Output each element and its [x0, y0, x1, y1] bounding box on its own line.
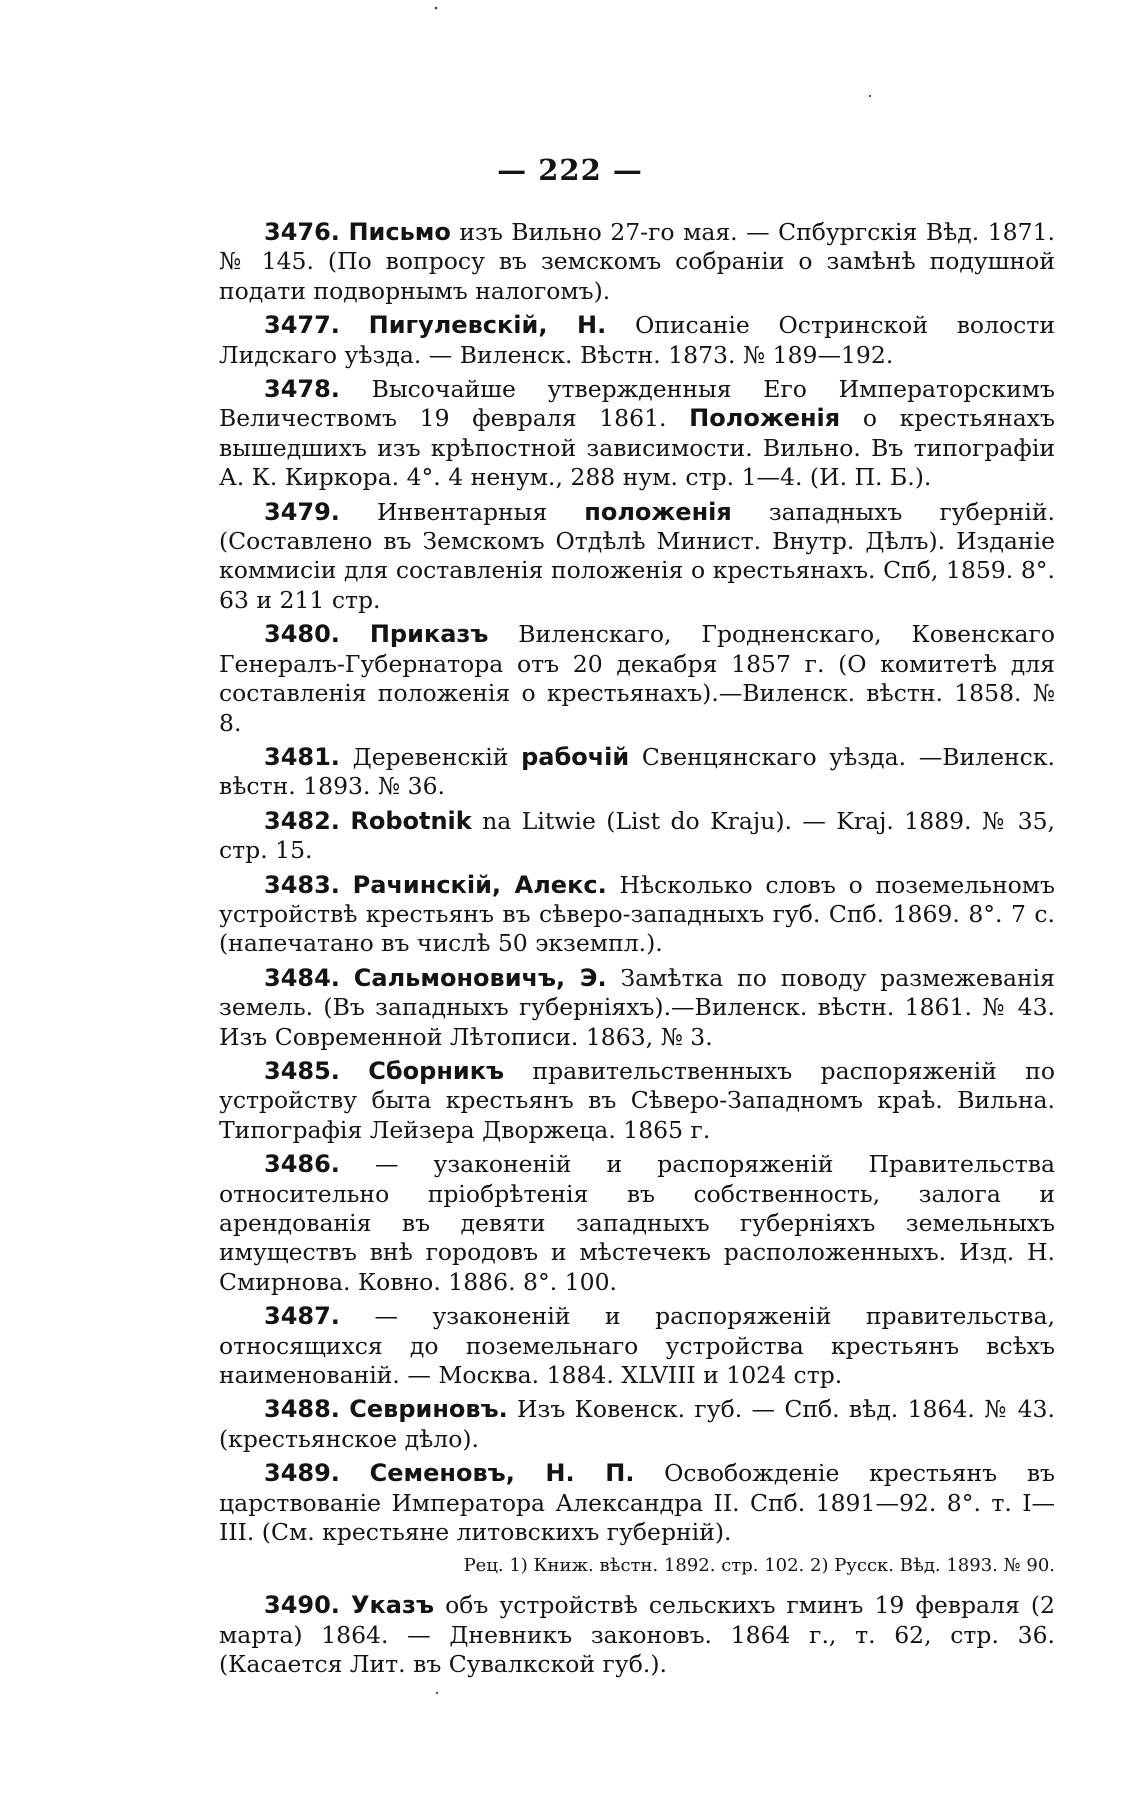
entry-heading: Пигулевскій, Н.	[368, 311, 607, 340]
entry-3478	[219, 375, 1055, 493]
entry-3489	[219, 1459, 1055, 1547]
entry-text: Изъ Ковенск. губ. — Спб. вѣд. 1864. № 43. (крестьянское дѣло).	[219, 1395, 1055, 1453]
entry-number: 3482.	[264, 806, 340, 835]
entry-text: na Litwie (List do Kraju). — Kraj. 1889. № 35, стр. 15.	[219, 806, 1055, 865]
entry-number: 3480.	[264, 620, 340, 649]
entry-text: Освобожденіе крестьянъ въ царствованіе Императора Александра II. Спб. 1891—92. 8°. т. I—III. (См. крестьяне литовскихъ губерній).	[219, 1459, 1055, 1547]
entry-text: объ устройствѣ сельскихъ гминъ 19 февраля (2 марта) 1864. — Дневникъ законовъ. 1864 г., т. 62, стр. 36. (Касается Лит. въ Сувалкской губ.).	[219, 1591, 1055, 1679]
entry-heading: положенія	[584, 497, 732, 526]
entry-heading: Приказъ	[369, 620, 489, 649]
entry-number: 3483.	[264, 870, 340, 899]
entry-number: 3477.	[264, 311, 340, 340]
review-note: Рец. 1) Книж. вѣстн. 1892. стр. 102. 2) Русск. Вѣд. 1893. № 90.	[463, 1555, 1055, 1577]
entry-heading: Севриновъ.	[349, 1395, 508, 1424]
entry-number: 3487.	[264, 1302, 340, 1331]
entry-number: 3479.	[264, 497, 340, 526]
entry-text: правительственныхъ распоряженій по устройству быта крестьянъ въ Сѣверо-Западномъ краѣ. Вильна. Типографія Лейзера Дворжеца. 1865 г.	[219, 1056, 1055, 1144]
entry-text: Виленскаго, Гродненскаго, Ковенскаго Генералъ-Губернатора отъ 20 декабря 1857 г. (О комитетѣ для составленія положенія о крестьянахъ).—Виленск. вѣстн. 1858. № 8.	[219, 620, 1055, 737]
entry-text-continued: о крестьянахъ вышедшихъ изъ крѣпостной зависимости. Вильно. Въ типографіи А. К. Киркора. 4°. 4 ненум., 288 нум. стр. 1—4. (И. П. Б.).	[219, 404, 1055, 492]
entry-3481	[219, 743, 1055, 802]
page-number: — 222 —	[497, 153, 643, 187]
entry-number: 3490.	[264, 1591, 340, 1620]
entry-heading: Сборникъ	[368, 1056, 505, 1085]
entry-text: изъ Вильно 27-го мая. — Спбургскія Вѣд. 1871. № 145. (По вопросу въ земскомъ собраніи о замѣнѣ подушной подати подворнымъ налогомъ).	[219, 218, 1055, 305]
entry-heading: Robotnik	[350, 806, 472, 835]
entry-text-continued: западныхъ губерній. (Составлено въ Земскомъ Отдѣлѣ Минист. Внутр. Дѣлъ). Изданіе коммисіи для составленія положенія о крестьянахъ. Спб, 1859. 8°. 63 и 211 стр.	[219, 497, 1055, 614]
entry-number: 3476.	[264, 218, 340, 246]
bibliography-entries	[219, 218, 1055, 1685]
entry-text: Деревенскій	[339, 742, 522, 771]
entry-heading: Рачинскій, Алекс.	[352, 870, 607, 899]
entry-number: 3481.	[264, 742, 340, 771]
entry-heading: Семеновъ, Н. П.	[369, 1459, 635, 1488]
entry-3490	[219, 1591, 1055, 1679]
entry-3487	[219, 1302, 1055, 1390]
entry-3482	[219, 807, 1055, 866]
entry-number: 3478.	[264, 375, 340, 404]
entry-3485	[219, 1057, 1055, 1145]
entry-text: Замѣтка по поводу размежеванія земель. (Въ западныхъ губерніяхъ).—Виленск. вѣстн. 1861. № 43. Изъ Современной Лѣтописи. 1863, № 3.	[219, 963, 1055, 1051]
entry-text: Нѣсколько словъ о поземельномъ устройствѣ крестьянъ въ сѣверо-западныхъ губ. Спб. 1869. 8°. 7 с. (напечатано въ числѣ 50 экземпл.).	[219, 870, 1055, 958]
entry-number: 3484.	[264, 963, 340, 992]
entry-number: 3488.	[264, 1395, 340, 1424]
entry-3480	[219, 620, 1055, 738]
entry-text: — узаконеній и распоряженій правительства, относящихся до поземельнаго устройства крестьянъ всѣхъ наименованій. — Москва. 1884. XLVIII и 1024 стр.	[219, 1302, 1055, 1390]
entry-3488	[219, 1395, 1055, 1454]
entry-3486	[219, 1150, 1055, 1297]
entry-heading: Письмо	[348, 218, 451, 246]
entry-heading: Указъ	[351, 1591, 434, 1620]
entry-number: 3485.	[264, 1056, 340, 1085]
entry-3477	[219, 311, 1055, 370]
entry-text: Инвентарныя	[339, 497, 585, 526]
entry-heading: Положенія	[689, 404, 841, 433]
entry-3479	[219, 498, 1055, 616]
entry-3484	[219, 964, 1055, 1052]
entry-text: Высочайше утвержденныя Его Императорскимъ Величествомъ 19 февраля 1861.	[219, 375, 1055, 433]
entry-text: — узаконеній и распоряженій Правительства относительно пріобрѣтенія въ собственность, залога и арендованія въ девяти западныхъ губерніяхъ земельныхъ имуществъ внѣ городовъ и мѣстечекъ расположенныхъ. Изд. Н. Смирнова. Ковно. 1886. 8°. 100.	[219, 1150, 1055, 1296]
entry-text: Описаніе Остринской волости Лидскаго уѣзда. — Виленск. Вѣстн. 1873. № 189—192.	[219, 311, 1055, 369]
entry-3483	[219, 871, 1055, 959]
entry-number: 3486.	[264, 1150, 340, 1179]
entry-3476	[219, 218, 1055, 306]
entry-heading: рабочій	[521, 742, 630, 771]
entry-heading: Сальмоновичъ, Э.	[353, 963, 607, 992]
entry-number: 3489.	[264, 1459, 340, 1488]
entry-text-continued: Свенцянскаго уѣзда. —Виленск. вѣстн. 1893. № 36.	[219, 742, 1055, 801]
